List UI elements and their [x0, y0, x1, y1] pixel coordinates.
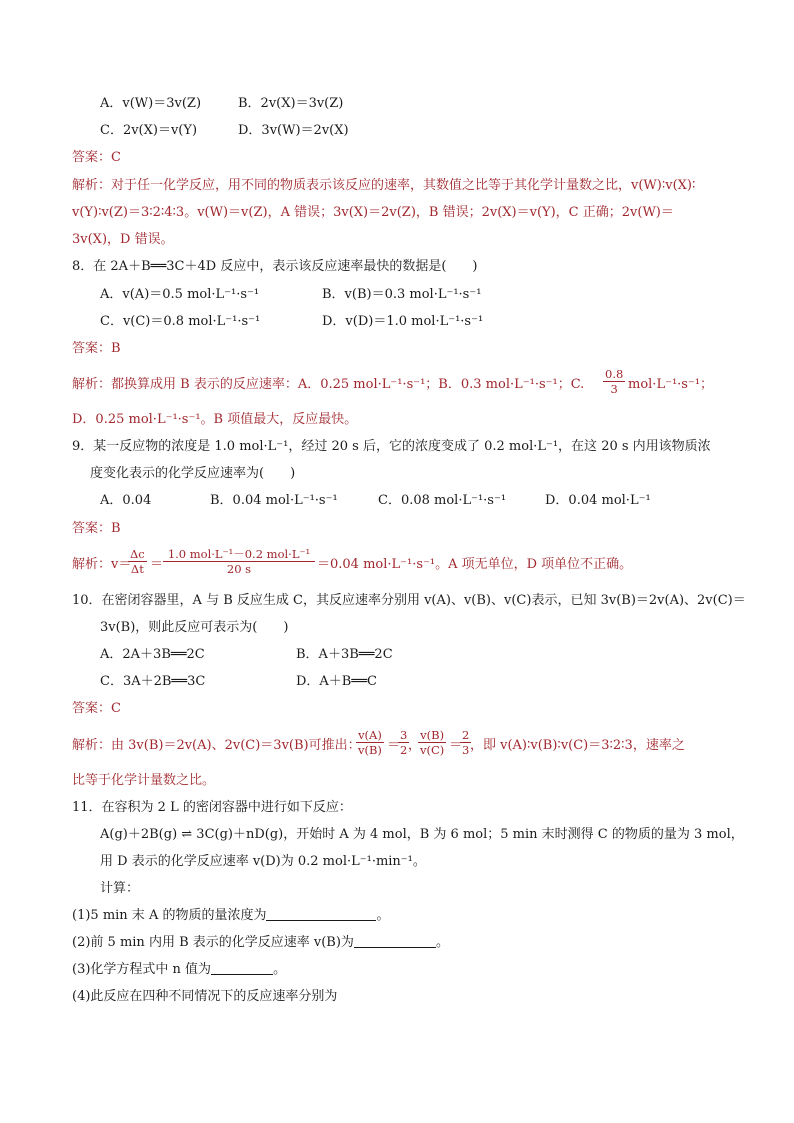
q9-stem-line-2: 度变化表示的化学反应速率为( ): [90, 466, 296, 481]
q8-option-c: C．v(C)＝0.8 mol·L⁻¹·s⁻¹: [100, 314, 261, 329]
q9-explanation-prefix: 解析：v＝: [72, 557, 132, 572]
q9-option-a: A．0.04: [100, 493, 152, 508]
q11-subquestion-2-period: 。: [435, 935, 449, 950]
q11-subquestion-2-text: (2)前 5 min 内用 B 表示的化学反应速率 v(B)为: [72, 935, 354, 950]
q11-subquestion-2: [72, 934, 449, 952]
q10-explanation-prefix: 解析：由 3v(B)＝2v(A)、2v(C)＝3v(B)可推出：: [72, 738, 361, 753]
q10-fraction-va-vb-denominator: v(B): [358, 743, 382, 757]
q8-fraction-numerator: 0.8: [605, 367, 624, 381]
q9-fraction-values-numerator: 1.0 mol·L⁻¹－0.2 mol·L⁻¹: [163, 547, 315, 562]
q7-explanation-line-2: v(Y)∶v(Z)＝3∶2∶4∶3。v(W)＝v(Z)，A 错误；3v(X)＝2v(Z)，B 错误；2v(X)＝v(Y)，C 正确；2v(W)＝: [72, 205, 674, 220]
q10-equals-sign-2: ＝: [449, 738, 463, 753]
q11-stem-line-3: 用 D 表示的化学反应速率 v(D)为 0.2 mol·L⁻¹·min⁻¹。: [100, 854, 426, 869]
q11-subquestion-3-period: 。: [273, 962, 287, 977]
q10-fraction-3-2-numerator: 3: [400, 728, 408, 742]
q9-fraction-delta-denominator: Δt: [130, 562, 144, 576]
q7-option-a: A．v(W)＝3v(Z): [100, 96, 202, 111]
q11-answer-blank-3[interactable]: [211, 961, 273, 975]
q11-subquestion-3: [72, 961, 286, 979]
q11-stem-line-2: A(g)＋2B(g) ⇌ 3C(g)＋nD(g)，开始时 A 为 4 mol，B 为 6 mol；5 min 末时测得 C 的物质的量为 3 mol，: [100, 827, 744, 842]
q11-answer-blank-2[interactable]: [354, 934, 436, 948]
q10-stem-line-1: 10．在密闭容器里，A 与 B 反应生成 C，其反应速率分别用 v(A)、v(B)、v(C)表示，已知 3v(B)＝2v(A)、2v(C)＝: [72, 593, 746, 608]
q9-explanation-suffix: ＝0.04 mol·L⁻¹·s⁻¹。A 项无单位，D 项单位不正确。: [317, 557, 633, 572]
q7-option-d: D．3v(W)＝2v(X): [238, 123, 349, 138]
q7-option-c: C．2v(X)＝v(Y): [100, 123, 198, 138]
q7-explanation-line-3: 3v(X)，D 错误。: [72, 232, 174, 247]
q10-fraction-3-2-denominator: 2: [400, 743, 408, 757]
q8-answer: 答案：B: [72, 341, 121, 356]
q9-equals-sign: ＝: [150, 557, 164, 572]
q8-fraction: [603, 367, 625, 396]
q9-stem-line-1: 9．某一反应物的浓度是 1.0 mol·L⁻¹，经过 20 s 后，它的浓度变成了 0.2 mol·L⁻¹，在这 20 s 内用该物质浓: [72, 439, 711, 454]
q10-fraction-va-vb: [356, 728, 384, 757]
q11-calc-label: 计算：: [100, 881, 140, 896]
q11-stem-line-1: 11．在容积为 2 L 的密闭容器中进行如下反应：: [72, 800, 352, 815]
q8-option-b: B．v(B)＝0.3 mol·L⁻¹·s⁻¹: [322, 287, 482, 302]
q9-fraction-delta-numerator: Δc: [130, 547, 145, 561]
q10-option-a: A．2A＋3B══2C: [100, 647, 205, 662]
q10-fraction-2-3-numerator: 2: [462, 728, 470, 742]
q9-option-d: D．0.04 mol·L⁻¹: [545, 493, 651, 508]
q7-answer: 答案：C: [72, 150, 121, 165]
q9-fraction-delta: [128, 547, 147, 576]
q10-explanation-suffix: ，即 v(A)∶v(B)∶v(C)＝3∶2∶3，速率之: [470, 738, 685, 753]
q8-option-d: D．v(D)＝1.0 mol·L⁻¹·s⁻¹: [322, 314, 484, 329]
q9-fraction-values: [163, 547, 315, 576]
q10-comma: ，: [408, 738, 422, 753]
q11-answer-blank-1[interactable]: [266, 907, 376, 921]
q10-option-c: C．3A＋2B══3C: [100, 674, 206, 689]
q10-fraction-vb-vc-numerator: v(B): [418, 728, 446, 743]
q9-option-b: B．0.04 mol·L⁻¹·s⁻¹: [210, 493, 338, 508]
q7-explanation-line-1: 解析：对于任一化学反应，用不同的物质表示该反应的速率，其数值之比等于其化学计量数之比，v(W)∶v(X)∶: [72, 178, 696, 193]
q10-stem-line-2: 3v(B)，则此反应可表示为( ): [100, 620, 289, 635]
q10-equals-sign-1: ＝: [387, 738, 401, 753]
q11-subquestion-1: [72, 907, 389, 925]
q11-subquestion-1-period: 。: [376, 908, 390, 923]
q9-fraction-values-denominator: 20 s: [226, 562, 252, 576]
q8-option-a: A．v(A)＝0.5 mol·L⁻¹·s⁻¹: [100, 287, 260, 302]
q10-fraction-2-3-denominator: 3: [462, 743, 470, 757]
q8-explanation-line-2: D．0.25 mol·L⁻¹·s⁻¹。B 项值最大，反应最快。: [72, 412, 358, 427]
q9-answer: 答案：B: [72, 521, 121, 536]
q10-fraction-vb-vc: [418, 728, 446, 757]
q8-fraction-denominator: 3: [610, 382, 618, 396]
q10-explanation-line-2: 比等于化学计量数之比。: [72, 773, 216, 788]
q9-option-c: C．0.08 mol·L⁻¹·s⁻¹: [378, 493, 507, 508]
q10-option-b: B．A＋3B══2C: [296, 647, 393, 662]
q10-option-d: D．A＋B══C: [296, 674, 377, 689]
q8-explanation-line-1a: 解析：都换算成用 B 表示的反应速率：A．0.25 mol·L⁻¹·s⁻¹；B．0.3 mol·L⁻¹·s⁻¹；C.: [72, 377, 585, 392]
q11-subquestion-4: (4)此反应在四种不同情况下的反应速率分别为: [72, 989, 338, 1004]
q11-subquestion-1-text: (1)5 min 末 A 的物质的量浓度为: [72, 908, 267, 923]
q10-fraction-va-vb-numerator: v(A): [356, 728, 384, 743]
q8-explanation-line-1b: mol·L⁻¹·s⁻¹；: [628, 377, 714, 392]
q7-option-b: B．2v(X)＝3v(Z): [238, 96, 344, 111]
q8-stem: 8．在 2A＋B══3C＋4D 反应中，表示该反应速率最快的数据是( ): [72, 259, 478, 274]
q11-subquestion-3-text: (3)化学方程式中 n 值为: [72, 962, 212, 977]
q10-answer: 答案：C: [72, 701, 121, 716]
q10-fraction-vb-vc-denominator: v(C): [420, 743, 445, 757]
